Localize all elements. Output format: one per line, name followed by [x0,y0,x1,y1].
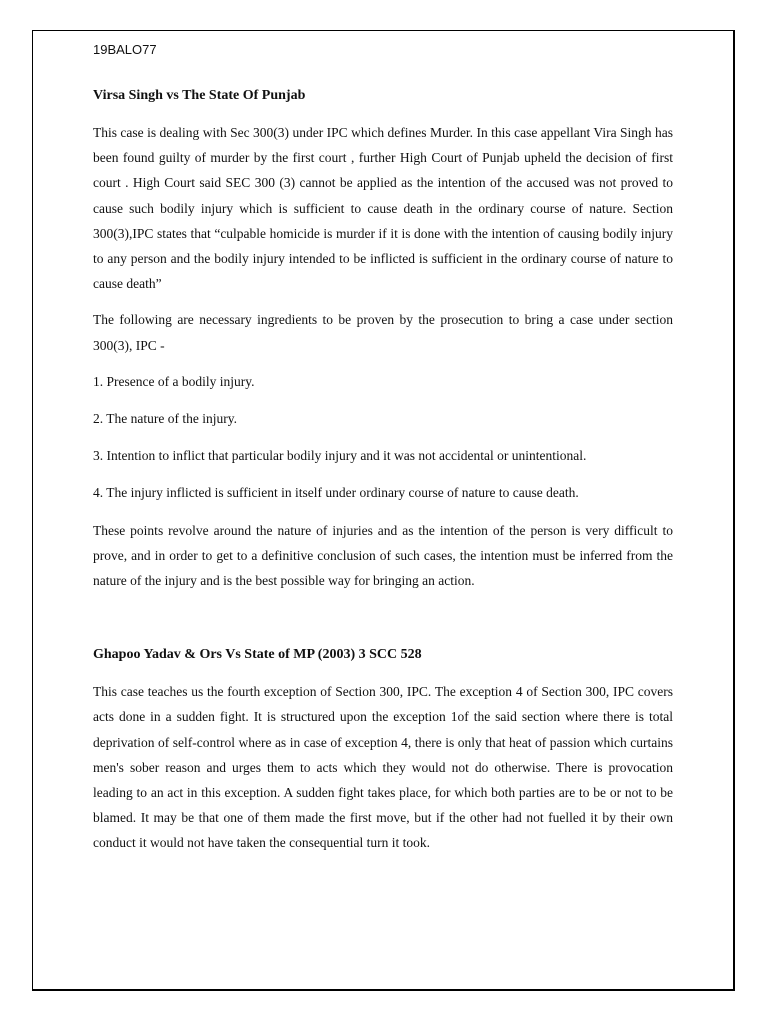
section-spacer [93,604,673,645]
case-title-virsa-singh: Virsa Singh vs The State Of Punjab [93,88,306,103]
document-id: 19BALO77 [93,42,157,57]
case1-paragraph-1: This case is dealing with Sec 300(3) under IPC which defines Murder. In this case appellant Vira Singh has been found guilty of murder by the first court , further High Court of Punjab upheld the decision of first court . High Court said SEC 300 (3) cannot be applied as the intention of the accused was not proved to cause such bodily injury which is sufficient to cause death in the ordinary course of nature. Section 300(3),IPC states that “culpable homicide is murder if it is done with the intention of causing bodily injury to any person and the bodily injury intended to be inflicted is sufficient in the ordinary course of nature to cause death” [93,125,673,292]
ingredient-item-1: 1. Presence of a bodily injury. [93,373,255,389]
case1-paragraph-2: The following are necessary ingredients to be proven by the prosecution to bring a case under section 300(3), IPC - [93,312,673,353]
ingredient-item-3: 3. Intention to inflict that particular bodily injury and it was not accidental or unintentional. [93,448,587,464]
ingredient-item-4: 4. The injury inflicted is sufficient in itself under ordinary course of nature to cause death. [93,485,579,501]
case2-paragraph-1: This case teaches us the fourth exception of Section 300, IPC. The exception 4 of Section 300, IPC covers acts done in a sudden fight. It is structured upon the exception 1of the said section where there is total deprivation of self-control where as in case of exception 4, there is only that heat of passion which curtains men's sober reason and urges them to acts which they would not do otherwise. There is provocation leading to an act in this exception. A sudden fight takes place, for which both parties are to be or not to be blamed. It may be that one of them made the first move, but if the other had not fuelled it by their own conduct it would not have taken the consequential turn it took. [93,684,673,851]
document-body [93,40,673,867]
ingredient-item-2: 2. The nature of the injury. [93,411,237,427]
case1-paragraph-3: These points revolve around the nature of injuries and as the intention of the person is very difficult to prove, and in order to get to a definitive conclusion of such cases, the intention must be inferred from the nature of the injury and is the best possible way for bringing an action. [93,522,673,589]
case-title-ghapoo-yadav: Ghapoo Yadav & Ors Vs State of MP (2003) 3 SCC 528 [93,647,422,663]
